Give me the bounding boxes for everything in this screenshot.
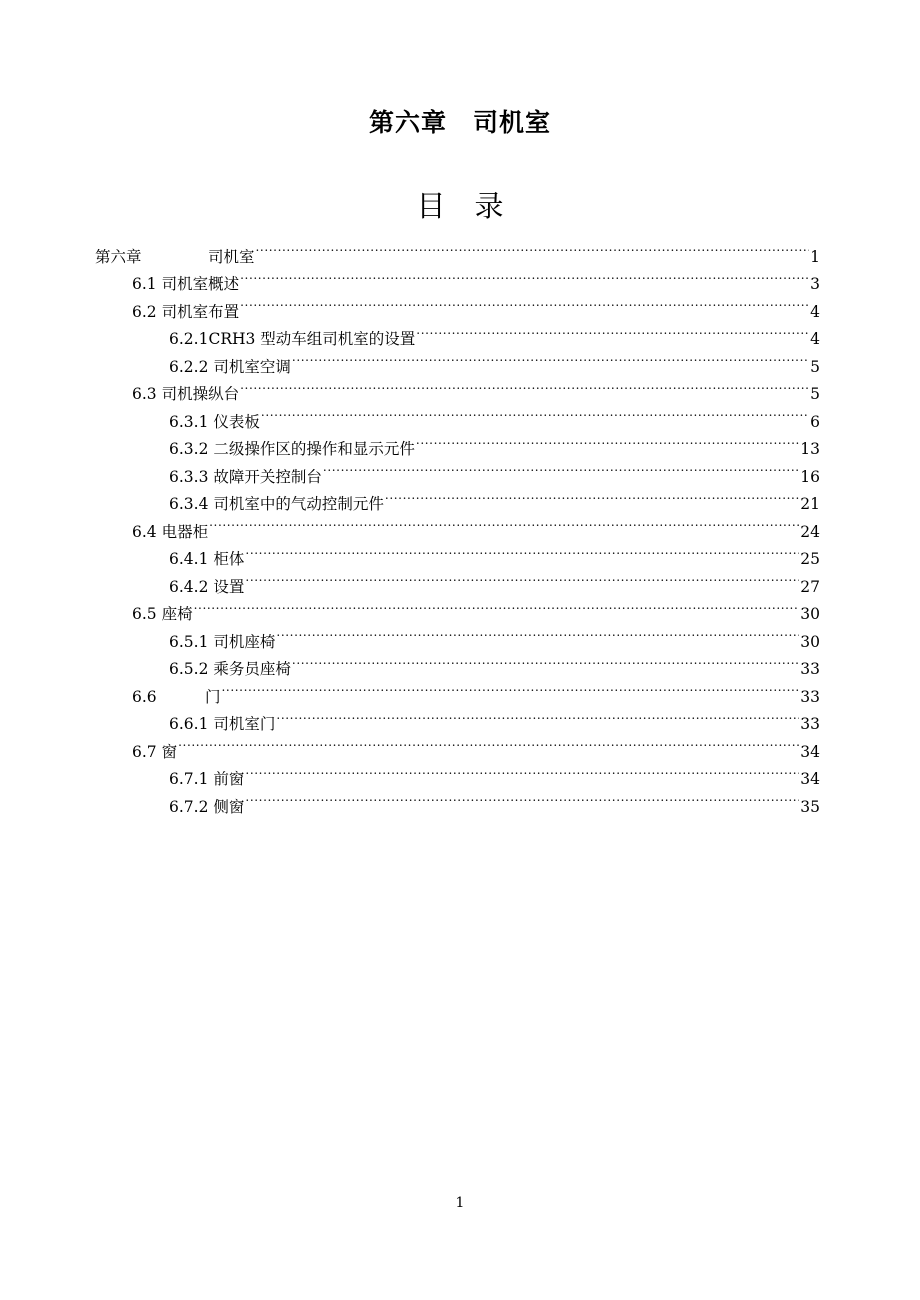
toc-entry-title: 二级操作区的操作和显示元件 [213,440,415,458]
toc-entry-label [169,794,244,822]
toc-dot-leader [245,564,799,592]
toc-entry-number: 6.7.1 [169,770,209,788]
toc-entry-number: 6.3.4 [169,495,209,513]
toc-entry-title: 司机室中的气动控制元件 [213,495,384,513]
toc-entry-number: 第六章 [95,247,142,266]
toc-entry-page: 4 [810,302,820,321]
toc-entry-label [132,271,239,299]
toc-dot-leader [240,262,809,290]
toc-entry[interactable] [95,619,820,651]
toc-entry-label [169,766,244,794]
toc-entry-title: 前窗 [213,770,245,788]
toc-entry-title: 司机室概述 [161,275,240,293]
toc-entry-title: 司机室布置 [161,302,240,321]
toc-entry-page: 33 [800,660,820,678]
toc-dot-leader [209,509,799,537]
toc-entry-number: 6.6.1 [169,715,209,733]
toc-entry-number: 6.7.2 [169,797,209,816]
toc-entry-title: 司机室 [208,247,255,266]
toc-entry-title: 座椅 [161,605,193,623]
toc-dot-leader [245,784,799,812]
toc-entry-title: CRH3 型动车组司机室的设置 [208,330,416,348]
toc-entry-page: 34 [800,742,820,761]
toc-entry-label [132,299,239,327]
toc-entry-label [132,601,193,629]
toc-entry-title: 门 [205,687,221,706]
toc-entry-page: 4 [810,330,820,348]
toc-entry[interactable] [95,729,820,761]
toc-dot-leader [240,372,809,400]
toc-entry-page: 3 [810,275,820,293]
toc-entry-number: 6.5 [132,605,157,623]
toc-entry-number: 6.3.1 [169,412,209,431]
toc-dot-leader [261,399,809,427]
toc-entry-label [169,464,322,492]
toc-entry-page: 13 [800,440,820,458]
toc-entry-page: 6 [810,412,820,431]
toc-entry-number: 6.3.2 [169,440,209,458]
toc-entry-number: 6.4.1 [169,550,209,568]
table-of-contents [95,234,820,816]
toc-entry-number: 6.3 [132,385,157,403]
toc-entry-title: 窗 [161,742,178,761]
toc-entry-number: 6.5.2 [169,660,209,678]
toc-dot-leader [222,674,800,702]
toc-dot-leader [178,729,799,757]
toc-dot-leader [194,592,800,620]
toc-entry-number: 6.2.2 [169,357,209,376]
toc-entry-label [132,684,221,712]
toc-entry-number: 6.2 [132,302,157,321]
toc-dot-leader [276,619,799,647]
toc-dot-leader [323,454,799,482]
toc-entry-title: 司机室门 [213,715,276,733]
toc-dot-leader [276,702,799,730]
toc-dot-leader [416,427,799,455]
toc-entry-number: 6.4 [132,522,157,541]
toc-entry-number: 6.6 [132,687,157,706]
toc-dot-leader [292,647,799,675]
toc-heading: 目 录 [416,189,504,223]
toc-entry-number: 6.2.1 [169,330,209,348]
toc-entry-page: 25 [800,550,820,568]
toc-entry-page: 21 [800,495,820,513]
toc-entry-number: 6.3.3 [169,467,209,486]
toc-entry-label [169,546,244,574]
toc-entry[interactable] [95,592,820,623]
toc-entry-page: 24 [800,522,820,541]
toc-entry-page: 5 [810,357,820,376]
toc-entry-label [95,244,255,272]
toc-dot-leader [245,757,799,785]
page-number: 1 [455,1195,465,1211]
toc-entry-label [169,629,275,657]
toc-entry-page: 35 [800,797,820,816]
toc-entry-title: 故障开关控制台 [213,467,322,486]
toc-entry-number: 6.4.2 [169,577,209,596]
toc-entry-title: 司机室空调 [213,357,291,376]
toc-entry-label [169,409,260,437]
toc-dot-leader [256,234,810,262]
chapter-title: 第六章 司机室 [368,108,551,137]
toc-dot-leader [245,537,799,565]
toc-entry-title: 仪表板 [213,412,260,431]
toc-entry-label [132,381,239,409]
toc-entry-number: 6.5.1 [169,632,209,651]
toc-entry-page: 30 [800,605,820,623]
toc-entry-title: 设置 [213,577,245,596]
toc-entry-page: 30 [800,632,820,651]
toc-entry-page: 34 [800,770,820,788]
toc-entry-page: 33 [800,687,820,706]
toc-entry-title: 司机座椅 [213,632,276,651]
toc-entry-number: 6.7 [132,742,157,761]
toc-dot-leader [240,289,809,317]
toc-entry-page: 5 [810,385,820,403]
toc-entry-page: 27 [800,577,820,596]
toc-entry-title: 柜体 [213,550,245,568]
toc-entry-title: 侧窗 [213,797,245,816]
toc-entry-page: 33 [800,715,820,733]
toc-entry-label [132,739,177,767]
toc-entry-title: 电器柜 [161,522,209,541]
toc-entry-number: 6.1 [132,275,157,293]
toc-dot-leader [292,344,809,372]
toc-entry-page: 16 [800,467,820,486]
toc-entry-title: 司机操纵台 [161,385,240,403]
toc-dot-leader [416,317,809,345]
toc-entry[interactable] [95,757,820,788]
toc-entry-title: 乘务员座椅 [213,660,291,678]
toc-entry-label [132,519,208,547]
toc-dot-leader [385,482,799,510]
toc-entry-page: 1 [810,247,820,266]
toc-entry[interactable] [95,234,820,266]
